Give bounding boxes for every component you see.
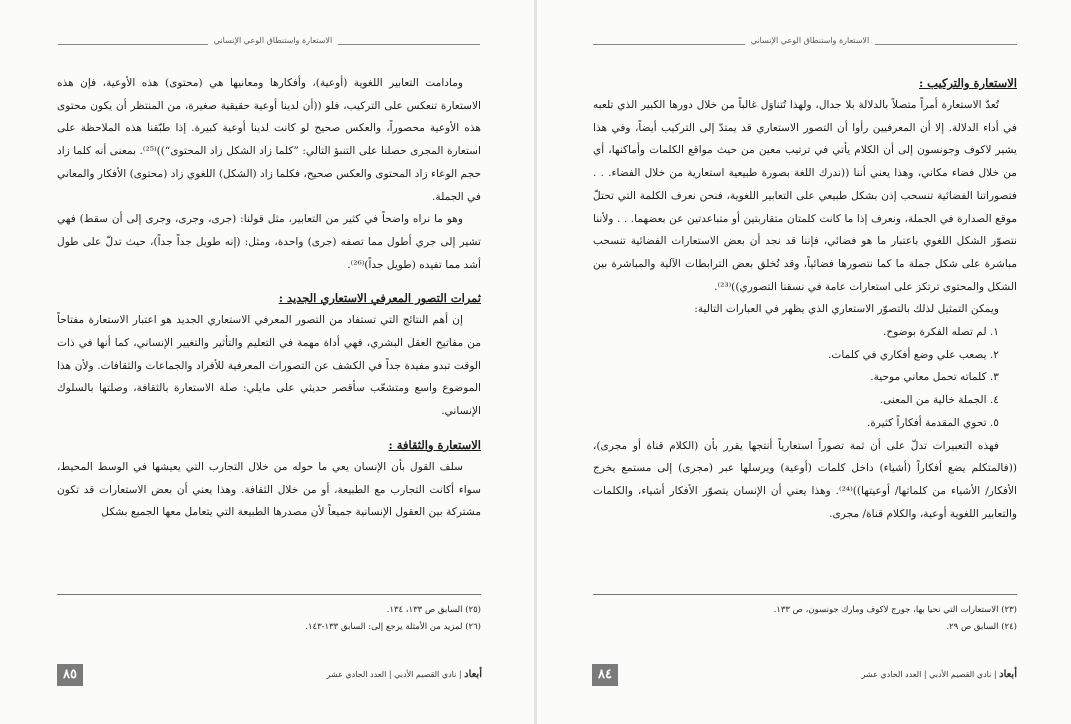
section-heading: ثمرات التصور المعرفي الاستعاري الجديد : (278, 291, 481, 306)
list-item: ٣. كلماته تحمل معاني موحية. (870, 371, 999, 384)
footer-issue: العدد الحادي عشر (861, 670, 922, 679)
footnote: (٢٥) السابق ص ١٣٣، ١٣٤. (386, 605, 481, 615)
section-heading: الاستعارة والتركيب : (918, 76, 1017, 90)
list-item: ٤. الجملة خالية من المعنى. (879, 394, 999, 407)
footnote: (٢٤) السابق ص ٢٩. (946, 622, 1017, 632)
footnote-rule (593, 594, 1017, 595)
footnote-rule (57, 594, 481, 595)
paragraph: وهو ما نراه واضحاً في كثير من التعابير، مثل قولنا: (جرى، وجرى، وجرى إلى أن سقط) فهي تشير إلى جري أطول مما تصفه (جرى) واحدة، ومثل: (إنه طويل جداً جداً)، حيث تدلّ على طول أشد مما تفيده (طويل جداً)⁽²⁶⁾. (57, 213, 481, 271)
right-page (537, 0, 1071, 724)
running-head-rule-left (58, 44, 208, 45)
running-head: الاستعارة واستنطاق الوعي الإنساني (750, 36, 870, 45)
running-head-rule-right (875, 44, 1017, 45)
paragraph: ومادامت التعابير اللغوية (أوعية)، وأفكارها ومعانيها هي (محتوى) هذه الأوعية، فإن هذه الاستعارة تنعكس على التركيب، فلو ((أن لدينا أوعية حقيقية صغيرة، من المنتظر أن يكون محتوى هذه الأوعية محصوراً، والعكس صحيح لو كانت لدينا أوعية كبيرة. إذا طبّقنا هذه الملاحظة على استعارة المجرى حصلنا على التنبؤ التالي: ”كلما زاد الشكل زاد المحتوى“))⁽²⁵⁾. بمعنى أنه كلما زاد حجم الوعاء زاد المحتوى والعكس صحيح، فكلما زاد (الشكل) اللغوي زاد (محتوى) الأفكار والمعاني في الجملة. (57, 77, 481, 203)
footer-club: نادي القصيم الأدبي (394, 670, 457, 679)
footer-club: نادي القصيم الأدبي (929, 670, 992, 679)
list-item: ٢. يصعب علي وضع أفكاري في كلمات. (828, 348, 999, 361)
brand-logo: أبعاد (999, 669, 1017, 680)
footnote: (٢٣) الاستعارات التي نحيا بها، جورج لاكوف ومارك جونسون، ص ١٣٣. (773, 605, 1017, 615)
left-page (0, 0, 534, 724)
section-heading: الاستعارة والثقافة : (388, 437, 481, 452)
paragraph: ويمكن التمثيل لذلك بالتصوّر الاستعاري الذي يظهر في العبارات التالية: (694, 303, 999, 316)
page-number: ٨٤ (592, 664, 618, 686)
footnote: (٢٦) لمزيد من الأمثلة يرجع إلى: السابق ١٣٣-١٤٣. (305, 622, 481, 632)
paragraph: إن أهم النتائج التي تستفاد من التصور المعرفي الاستعاري الجديد هو اعتبار الاستعارة مفتاحاً من مفاتيح العقل البشري، فهي أداة مهمة في التعليم والتأثير والتغيير الإنساني، كما أنها في ذات الوقت تبدو مفيدة جداً في الكشف عن التصورات المعرفية للأفراد والجماعات والثقافات. ولأن هذا الموضوع واسع ومتشعّب سأقصر حديثي على مايلي: صلة الاستعارة بالثقافة، وصلتها بالسلوك الإنساني. (57, 314, 481, 418)
brand-logo: أبعاد (464, 669, 482, 680)
footnotes (57, 602, 481, 636)
right-body-text (593, 72, 1017, 525)
list-item: ٥. تحوي المقدمة أفكاراً كثيرة. (866, 416, 999, 429)
paragraph: تُعدّ الاستعارة أمراً متصلاً بالدلالة بلا جدال، ولهذا تُتناوَل غالباً من خلال دورها الكبير الذي تلعبه في أداء الدلالة. إلا أن المعرفيين رأوا أن التصور الاستعاري قد يمتدّ إلى التركيب أيضاً، وفي هذا يشير لاكوف وجونسون إلى أن الكلام يأتي في ترتيب معين من حيث مواقع الكلمات وأماكنها، أي من خلال فضاء مكاني، وهذا يعني أننا ((ندرك اللغة بصورة طبيعية استعارية من خلال الفضاء. . . فتصوراتنا الفضائية تنسحب إذن بشكل طبيعي على التعابير اللغوية، فنحن نعرف الكلمة التي تحتلّ موقع الصدارة في الجملة، ونعرف إذا ما كانت كلمتان متقاربتين أو متباعدتين عن بعضهما. . . ولأننا نتصوّر الشكل اللغوي باعتبار ما هو فضائي، فإننا قد نجد أن بعض الاستعارات الفضائية تنسحب مباشرة على شكل جملة ما كما نتصورها فضائياً، وقد تُخلق بعض الترابطات الآلية والمباشرة بين الشكل والمحتوى ترتكز على استعارات عامة في نسقنا التصوري))⁽²³⁾. (593, 99, 1017, 293)
footnotes (593, 602, 1017, 636)
running-head: الاستعارة واستنطاق الوعي الإنساني (213, 36, 333, 45)
list-item: ١. لم تصله الفكرة بوضوح. (882, 326, 999, 339)
paragraph: فهذه التعبيرات تدلّ على أن ثمة تصوراً استعارياً أنتجها يقرر بأن (الكلام قناة أو مجرى)، ((فالمتكلم يضع أفكاراً (أشياء) داخل كلمات (أوعية) ويرسلها عبر (مجرى) إلى مستمع يخرج الأفكار/ الأشياء من كلماتها/ أوعيتها))⁽²⁴⁾. وهذا يعني أن الإنسان يتصوّر الأفكار أشياء، والكلمات والتعابير اللغوية أوعية، والكلام قناة/ مجرى. (593, 439, 1018, 520)
page-number: ٨٥ (57, 664, 83, 686)
running-head-rule-left (593, 44, 745, 45)
footer-issue: العدد الحادي عشر (326, 670, 387, 679)
footer-bar: أبعاد | نادي القصيم الأدبي | العدد الحادي عشر (326, 669, 482, 680)
left-body-text (57, 72, 481, 524)
running-head-rule-right (338, 44, 480, 45)
footer-bar: أبعاد | نادي القصيم الأدبي | العدد الحادي عشر (861, 669, 1017, 680)
paragraph: سلف القول بأن الإنسان يعي ما حوله من خلال التجارب التي يعيشها في الوسط المحيط، سواء أكانت التجارب مع الطبيعة، أو من خلال الثقافة. وهذا يعني أن بعض الاستعارات قد تكون مشتركة بين العقول الإنسانية جميعاً لأن مصدرها الطبيعة التي يتعامل معها الجميع بشكل (57, 460, 481, 519)
